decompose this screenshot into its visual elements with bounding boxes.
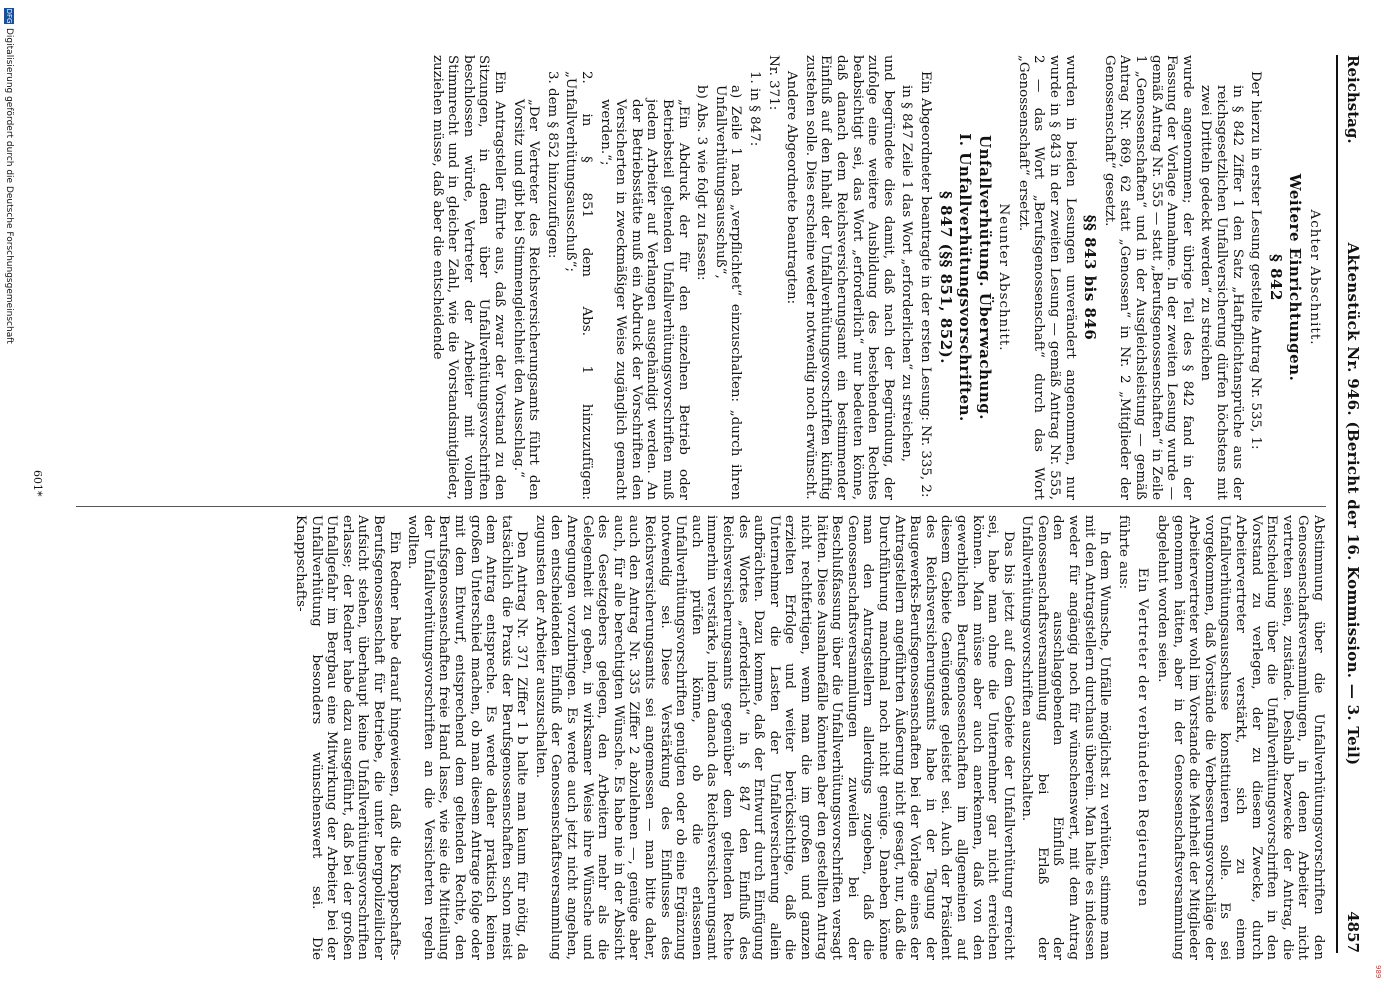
header-title: Aktenstück Nr. 946. (Bericht der 16. Kommission. — 3. Teil): [1344, 242, 1362, 766]
paragraph: Andere Abgeordnete beantragten:: [784, 71, 800, 305]
list-item: 1. in § 847:: [747, 71, 762, 147]
paragraph: Abstimmung über die Unfallverhütungsvorschriften den Genossenschaftsversammlungen, in denen Arbeiter nicht vertreten seien, zustände. Deshalb bezwecke der Antrag, die Entscheidung über die Unfallverhütungsvorschriften in den Vorstand zu verlegen, der zu diesem Zwecke, durch Arbeitervertreter verstärkt, sich zu einem Unfallverhütungsausschusse konstituieren solle. Es sei vorgekommen, daß Vorstände die Verbesserungsvorschläge der Arbeitervertreter wohl im Vorstande die Mehrheit der Mitglieder genommen hätten, aber in der Genossenschaftsversammlung abgelehnt worden seien.: [1155, 515, 1326, 960]
paragraph: Ein Antragsteller führte aus, daß zwar der Vorstand zu den Sitzungen, in denen über Unfallverhütungsvorschriften beschlossen würde, Vertreter der Arbeiter mit vollem Stimmrecht und in gleicher Zahl, wie die Vorstandsmitglieder, zuziehen müsse, daß aber die entscheidende: [429, 55, 508, 500]
section-title: Unfallverhütung. Überwachung.: [975, 135, 994, 420]
paragraph-quote: in § 847 Zeile 1 das Wort „erforderlichen“ zu streichen,: [899, 85, 915, 462]
paragraph: Das bis jetzt auf dem Gebiete der Unfallverhütung erreicht sei, habe man ohne die Unternehmer gar nicht erreichen können. Man müsse aber auch anerkennen, daß von den gewerblichen Berufsgenossenschaften im allgemeinen auf diesem Gebiete Genügendes geleistet sei. Auch der Präsident des Reichsversicherungsamts habe in der Tagung der Baugewerks-Berufsgenossenschaften bei der Vorlage eines der Antragstellern angeführten Äußerung nicht gesagt, nur, daß die Durchführung manchmal noch nicht genüge. Daneben könne man den Antragstellern allerdings zugeben, daß die Genossenschaftsversammlungen zuweilen bei der Beschlußfassung über die Unfallverhütungsvorschriften versagt hätten. Diese Ausnahmefälle könnten aber den gestellten Antrag nicht rechtfertigen, wenn man die im großen und ganzen erzielten Erfolge und weiter berücksichtige, daß die Unternehmer die Lasten der Unfallversicherung allein aufbrächten. Dazu komme, daß der Entwurf durch Einfügung des Wortes „erforderlich“ in § 847 den Einfluß des Reichsversicherungsamts gegenüber dem geltenden Rechte immerhin verstärke, indem danach das Reichsversicherungsamt auch prüfen könne, ob die erlassenen Unfallverhütungsvorschriften genügten oder ob eine Ergänzung notwendig sei. Diese Verstärkung des Einflusses des Reichsversicherungsamts sei angemessen — man bitte daher, auch den Antrag Nr. 335 Ziffer 2 abzulehnen —, genüge aber auch, für alle berechtigten Wünsche. Es habe nie in der Absicht des Gesetzgebers gelegen, den Arbeitern mehr als die Gelegenheit zu geben, in wirksamer Weise ihre Wünsche und Anregungen vorzubringen. Es werde auch jetzt nicht angehen, den entscheidenden Einfluß der Genossenschaftsversammlung zugunsten der Arbeiter auszuschalten.: [532, 515, 1016, 960]
paragraph: wurde angenommen; der übrige Teil des § 842 fand in der Fassung der Vorlage Annahme. In der zweiten Lesung wurde — gemäß Antrag Nr. 555 — statt „Berufsgenossenschaften“ in Zeile 1 „Genossenschaften“ und in der Ausgleichsleistung — gemäß Antrag Nr. 869, 62 statt „Genossen“ in Nr. 2 „Mitglieder der Genossenschaft“ gesetzt.: [1101, 55, 1195, 500]
list-item: a) Zeile 1 nach „verpflichtet“ einzuschalten: „durch ihren Unfallverhütungsausschuß“,: [712, 85, 744, 500]
paragraph: Den Antrag Nr. 371 Ziffer 1 b halte man kaum für nötig, da tatsächlich die Praxis der Berufsgenossenschaften schon meist dem Antrag entspreche. Es werde daher praktisch keinen großen Unterschied machen, ob man diesem Antrage folge oder mit dem Entwurf, entsprechend dem geltenden Rechte, den Berufsgenossenschaften freie Hand lasse, wie sie die Mitteilung der Unfallverhütungsvorschriften an die Versicherten regeln wollten.: [405, 515, 530, 960]
paragraph-heading: §§ 843 bis 846: [1081, 214, 1100, 341]
list-item: b) Abs. 3 wie folgt zu fassen:: [694, 85, 710, 281]
page-header: [1338, 55, 1362, 953]
right-column: [76, 515, 1326, 960]
credit-text: Digitalisierung gefördert durch die Deutsche Forschungsgemeinschaft: [4, 28, 14, 344]
column-divider: [76, 506, 1326, 507]
paragraph: wurden in beiden Lesungen unverändert angenommen, nur wurde in § 843 in der zweiten Lesung — gemäß Antrag Nr. 555, 2 — das Wort „Berufsgenossenschaft“ durch das Wort „Genossenschaft“ ersetzt.: [1015, 55, 1078, 500]
paragraph: Ein Abgeordneter beantragte in der ersten Lesung: Nr. 335, 2:: [917, 71, 933, 498]
section-heading: Neunter Abschnitt.: [996, 203, 1012, 352]
paragraph-heading: § 842: [1266, 254, 1285, 301]
digitization-credit: [2, 8, 14, 993]
page-footer-number: 601*: [31, 470, 44, 497]
header-left: Reichstag.: [1344, 55, 1362, 144]
left-column: [76, 55, 1326, 500]
paragraph: Der hierzu in erster Lesung gestellte Antrag Nr. 535, 1:: [1248, 71, 1264, 450]
paragraph: Nr. 371:: [765, 55, 781, 111]
list-item-quote: „Der Vertreter des Reichsversicherungsamts führt den Vorsitz und gibt bei Stimmengleichheit den Ausschlag.“: [510, 99, 542, 500]
header-page-number: 4857: [1344, 911, 1362, 953]
paragraph: Ein Redner habe darauf hingewiesen, daß die Knappschafts-Berufsgenossenschaft für Betriebe, die unter bergpolizeilicher Aufsicht stehen, überhaupt keine Unfallverhütungsvorschriften erlasse; der Redner habe dazu ausgeführt, daß bei der großen Unfallgefahr im Bergbau eine Mitwirkung der Arbeiter bei der Unfallverhütung besonders wünschenswert sei. Die Knappschafts-: [293, 515, 402, 960]
list-item: 2. in § 851 dem Abs. 1 hinzuzufügen: „Unfallverhütungsausschuß“;: [563, 71, 595, 500]
corner-mark: 989: [1374, 965, 1382, 979]
paragraph: führte aus:: [1115, 515, 1131, 590]
subsection-title: I. Unfallverhütungsvorschriften.: [956, 133, 975, 422]
paragraph-heading: § 847 (§§ 851, 852).: [936, 191, 955, 364]
list-item: 3. dem § 852 hinzuzufügen:: [544, 71, 560, 259]
header-rule: [1336, 55, 1338, 953]
paragraph: In dem Wunsche, Unfälle möglichst zu verhüten, stimme man mit den Antragstellern durchaus überein. Man halte es indessen weder für angängig noch für wünschenswert, mit dem Antrag den ausschlaggebenden Einfluß der Genossenschaftsversammlung bei Erlaß der Unfallverhütungsvorschriften auszuschalten.: [1019, 515, 1113, 960]
paragraph-quote: in § 842 Ziffer 1 den Satz „Haftpflichtansprüche aus der reichsgesetzlichen Unfallversicherung dürfen höchstens mit zwei Dritteln gedeckt werden“ zu streichen: [1198, 85, 1245, 500]
list-item-quote: „Ein Abdruck der für den einzelnen Betrieb oder Betriebsteil geltenden Unfallverhütungsvorschriften muß jedem Arbeiter auf Verlangen ausgehändigt werden. An der Betriebsstätte muß ein Abdruck der Vorschriften den Versicherten in zweckmäßiger Weise zugänglich gemacht werden.“;: [597, 99, 691, 500]
dfg-logo: DFG: [5, 8, 13, 24]
section-heading: Achter Abschnitt.: [1307, 209, 1322, 346]
section-title: Weitere Einrichtungen.: [1286, 173, 1305, 382]
paragraph: und begründete dies damit, daß nach der Begründung, der zufolge eine weitere Ausbildung des bestehenden Rechtes beabsichtigt sei, das Wort „erforderlich“ nur bedeuten könne, daß danach dem Reichsversicherungsamt ein bestimmender Einfluß auf den Inhalt der Unfallverhütungsvorschriften künftig zustehen solle. Dies erscheine weder notwendig noch erwünscht.: [802, 55, 896, 500]
speaker-heading: Ein Vertreter der verbündeten Regierungen: [1135, 567, 1151, 908]
